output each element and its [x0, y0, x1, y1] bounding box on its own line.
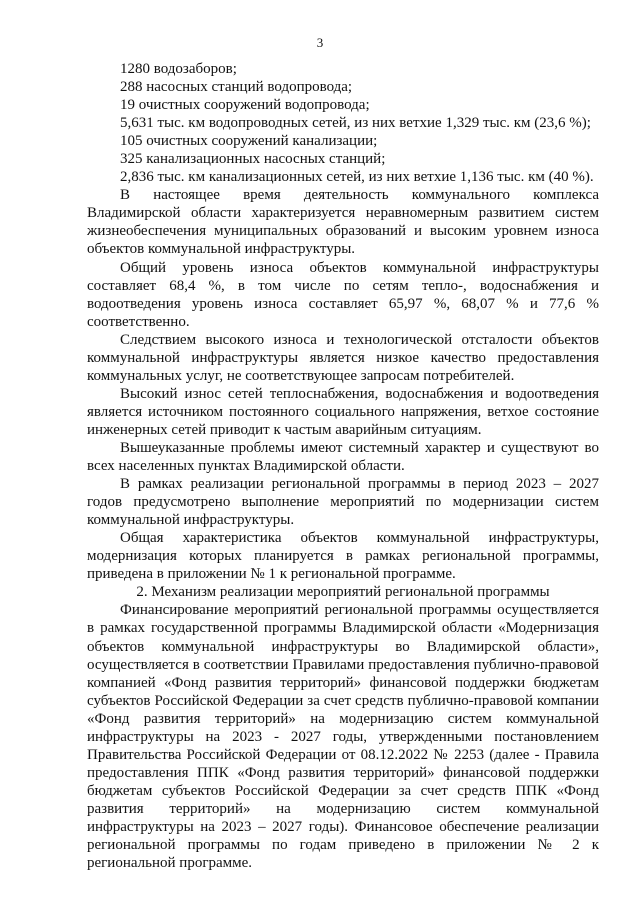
- paragraph-consequences: Следствием высокого износа и технологической отсталости объектов коммунальной инфраструктуры является низкое качество предоставления коммунальных услуг, не соответствующее запросам потребителей.: [87, 331, 599, 384]
- list-item: 1280 водозаборов;: [120, 61, 237, 77]
- paragraph-characteristics: Общая характеристика объектов коммунальной инфраструктуры, модернизация которых планируется в рамках региональной программы, приведена в приложении № 1 к региональной программе.: [87, 530, 599, 583]
- list-item: 288 насосных станций водопровода;: [120, 79, 353, 96]
- list-item: 19 очистных сооружений водопровода;: [120, 97, 370, 114]
- paragraph-high-wear: Высокий износ сетей теплоснабжения, водоснабжения и водоотведения является источником постоянного социального напряжения, ветхое состояние инженерных сетей приводит к частым аварийным ситуациям.: [87, 385, 599, 438]
- list-item: 105 очистных сооружений канализации;: [120, 133, 378, 150]
- paragraph-systemic-problems: Вышеуказанные проблемы имеют системный характер и существуют во всех населенных пунктах Владимирской области.: [87, 439, 599, 475]
- list-item: 2,836 тыс. км канализационных сетей, из них ветхие 1,136 тыс. км (40 %).: [120, 169, 594, 186]
- paragraph-program-period: В рамках реализации региональной программы в период 2023 – 2027 годов предусмотрено выполнение мероприятий по модернизации систем коммунальной инфраструктуры.: [87, 476, 599, 529]
- list-item: 325 канализационных насосных станций;: [120, 151, 386, 168]
- list-item: 5,631 тыс. км водопроводных сетей, из них ветхие 1,329 тыс. км (23,6 %);: [120, 115, 591, 132]
- paragraph-financing: Финансирование мероприятий региональной программы осуществляется в рамках государственной программы Владимирской области «Модернизация объектов коммунальной инфраструктуры во Владимирской области», осуществляется в соответствии Правилами предоставления публично-правовой компанией «Фонд развития территорий» финансовой поддержки бюджетам субъектов Российской Федерации за счет средств публично-правовой компании «Фонд развития территорий» на модернизацию систем коммунальной инфраструктуры на 2023 - 2027 годы, утвержденными постановлением Правительства Российской Федерации от 08.12.2022 № 2253 (далее - Правила предоставления ППК «Фонд развития территорий» финансовой поддержки бюджетам субъектов Российской Федерации за счет средств ППК «Фонд развития территорий» на модернизацию систем коммунальной инфраструктуры на 2023 – 2027 годы). Финансовое обеспечение реализации региональной программы по годам приведено в приложении № 2 к региональной программе.: [87, 602, 599, 872]
- paragraph-wear-level: Общий уровень износа объектов коммунальной инфраструктуры составляет 68,4 %, в том числе по сетям тепло-, водоснабжения и водоотведения уровень износа составляет 65,97 %, 68,07 % и 77,6 % соответственно.: [87, 259, 599, 330]
- section-heading: 2. Механизм реализации мероприятий региональной программы: [136, 584, 550, 601]
- page-number: 3: [316, 35, 324, 50]
- document-body: [87, 60, 599, 872]
- paragraph-current-state: В настоящее время деятельность коммунального комплекса Владимирской области характеризуется неравномерным развитием систем жизнеобеспечения муниципальных образований и высоким уровнем износа объектов коммунальной инфраструктуры.: [87, 187, 599, 258]
